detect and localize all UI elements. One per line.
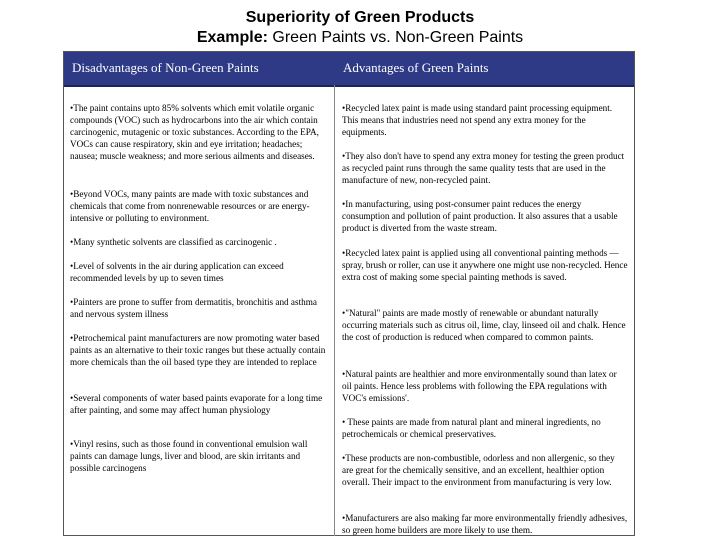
list-item (342, 416, 628, 440)
list-item-text: •Petrochemical paint manufacturers are now promoting water based paints as an alternative to their toxic ranges but these actually contain more chemicals than the oil based type they are intended to replace (70, 333, 326, 367)
list-item-text: •Many synthetic solvents are classified as carcinogenic . (70, 237, 277, 247)
list-item (70, 332, 328, 368)
list-item (342, 307, 628, 343)
table-header-row (64, 52, 634, 87)
list-item (342, 368, 628, 404)
list-item-text: •"Natural" paints are made mostly of renewable or abundant naturally occurring materials such as citrus oil, lime, clay, linseed oil and chalk. Hence the cost of production is reduced when compared to common paints. (342, 308, 626, 342)
list-item-text: •Level of solvents in the air during application can exceed recommended levels by up to seven times (70, 261, 284, 283)
list-item (70, 188, 328, 224)
slide-subtitle (0, 28, 720, 48)
list-item (342, 512, 628, 536)
subtitle-label: Example: (196, 29, 268, 46)
list-item-text: • These paints are made from natural plant and mineral ingredients, no petrochemicals or chemical preservatives. (342, 417, 601, 439)
list-item-text: •Painters are prone to suffer from dermatitis, bronchitis and asthma and nervous system illness (70, 297, 317, 319)
header-disadvantages: Disadvantages of Non-Green Paints (72, 60, 259, 75)
list-item-text: •Recycled latex paint is made using standard paint processing equipment. This means that industries need not spend any extra money for the equipments. (342, 103, 613, 137)
list-item (70, 296, 328, 320)
list-item (342, 247, 628, 283)
list-item (342, 102, 628, 138)
list-item-text: •Manufacturers are also making far more environmentally friendly adhesives, so green home builders are more likely to use them. (342, 513, 628, 535)
list-item-text: •In manufacturing, using post-consumer paint reduces the energy consumption and pollution of paint production. It also assures that a usable product is diverted from the waste stream. (342, 199, 618, 233)
subtitle-text: Green Paints vs. Non-Green Paints (267, 29, 524, 46)
list-item (342, 150, 628, 186)
list-item (342, 452, 628, 488)
list-item-text: •Recycled latex paint is applied using all conventional painting methods — spray, brush or roller, can use it anywhere one might use non-recycled. Hence extra cost of making some special painting methods is saved. (342, 248, 628, 282)
list-item-text: •Beyond VOCs, many paints are made with toxic substances and chemicals that come from nonrenewable resources or are energy-intensive or polluting to environment. (70, 189, 310, 223)
list-item (70, 260, 328, 284)
list-item (70, 438, 328, 474)
header-advantages: Advantages of Green Paints (343, 60, 489, 75)
list-item-text: •Natural paints are healthier and more environmentally sound than latex or oil paints. Hence less problems with following the EPA regulations with VOC's emissions'. (342, 369, 617, 403)
list-item-text: •Vinyl resins, such as those found in conventional emulsion wall paints can damage lungs, liver and blood, are skin irritants and possible carcinogens (70, 439, 308, 473)
list-item (70, 102, 328, 162)
list-item-text: •Several components of water based paints evaporate for a long time after painting, and some may affect human physiology (70, 393, 323, 415)
list-item-text: •These products are non-combustible, odorless and non allergenic, so they are great for the chemically sensitive, and an excellent, healthier option overall. Their impact to the environment from manufacturing is very low. (342, 453, 615, 487)
column-divider (334, 85, 335, 536)
list-item-text: •The paint contains upto 85% solvents which emit volatile organic compounds (VOC) such as hydrocarbons into the air which contain carcinogenic, mutagenic or toxic substances. According to the EPA, VOCs can cause respiratory, skin and eye irritation; headaches; nausea; muscle weakness; and more serious ailments and diseases. (70, 103, 319, 161)
list-item-text: •They also don't have to spend any extra money for testing the green product as recycled paint runs through the same quality tests that are used in the manufacture of new, non-recycled paint. (342, 151, 625, 185)
list-item (342, 198, 628, 234)
list-item (70, 392, 328, 416)
slide-title: Superiority of Green Products (245, 9, 475, 26)
slide-title-block (0, 8, 720, 48)
list-item (70, 236, 328, 248)
comparison-table (63, 51, 635, 536)
